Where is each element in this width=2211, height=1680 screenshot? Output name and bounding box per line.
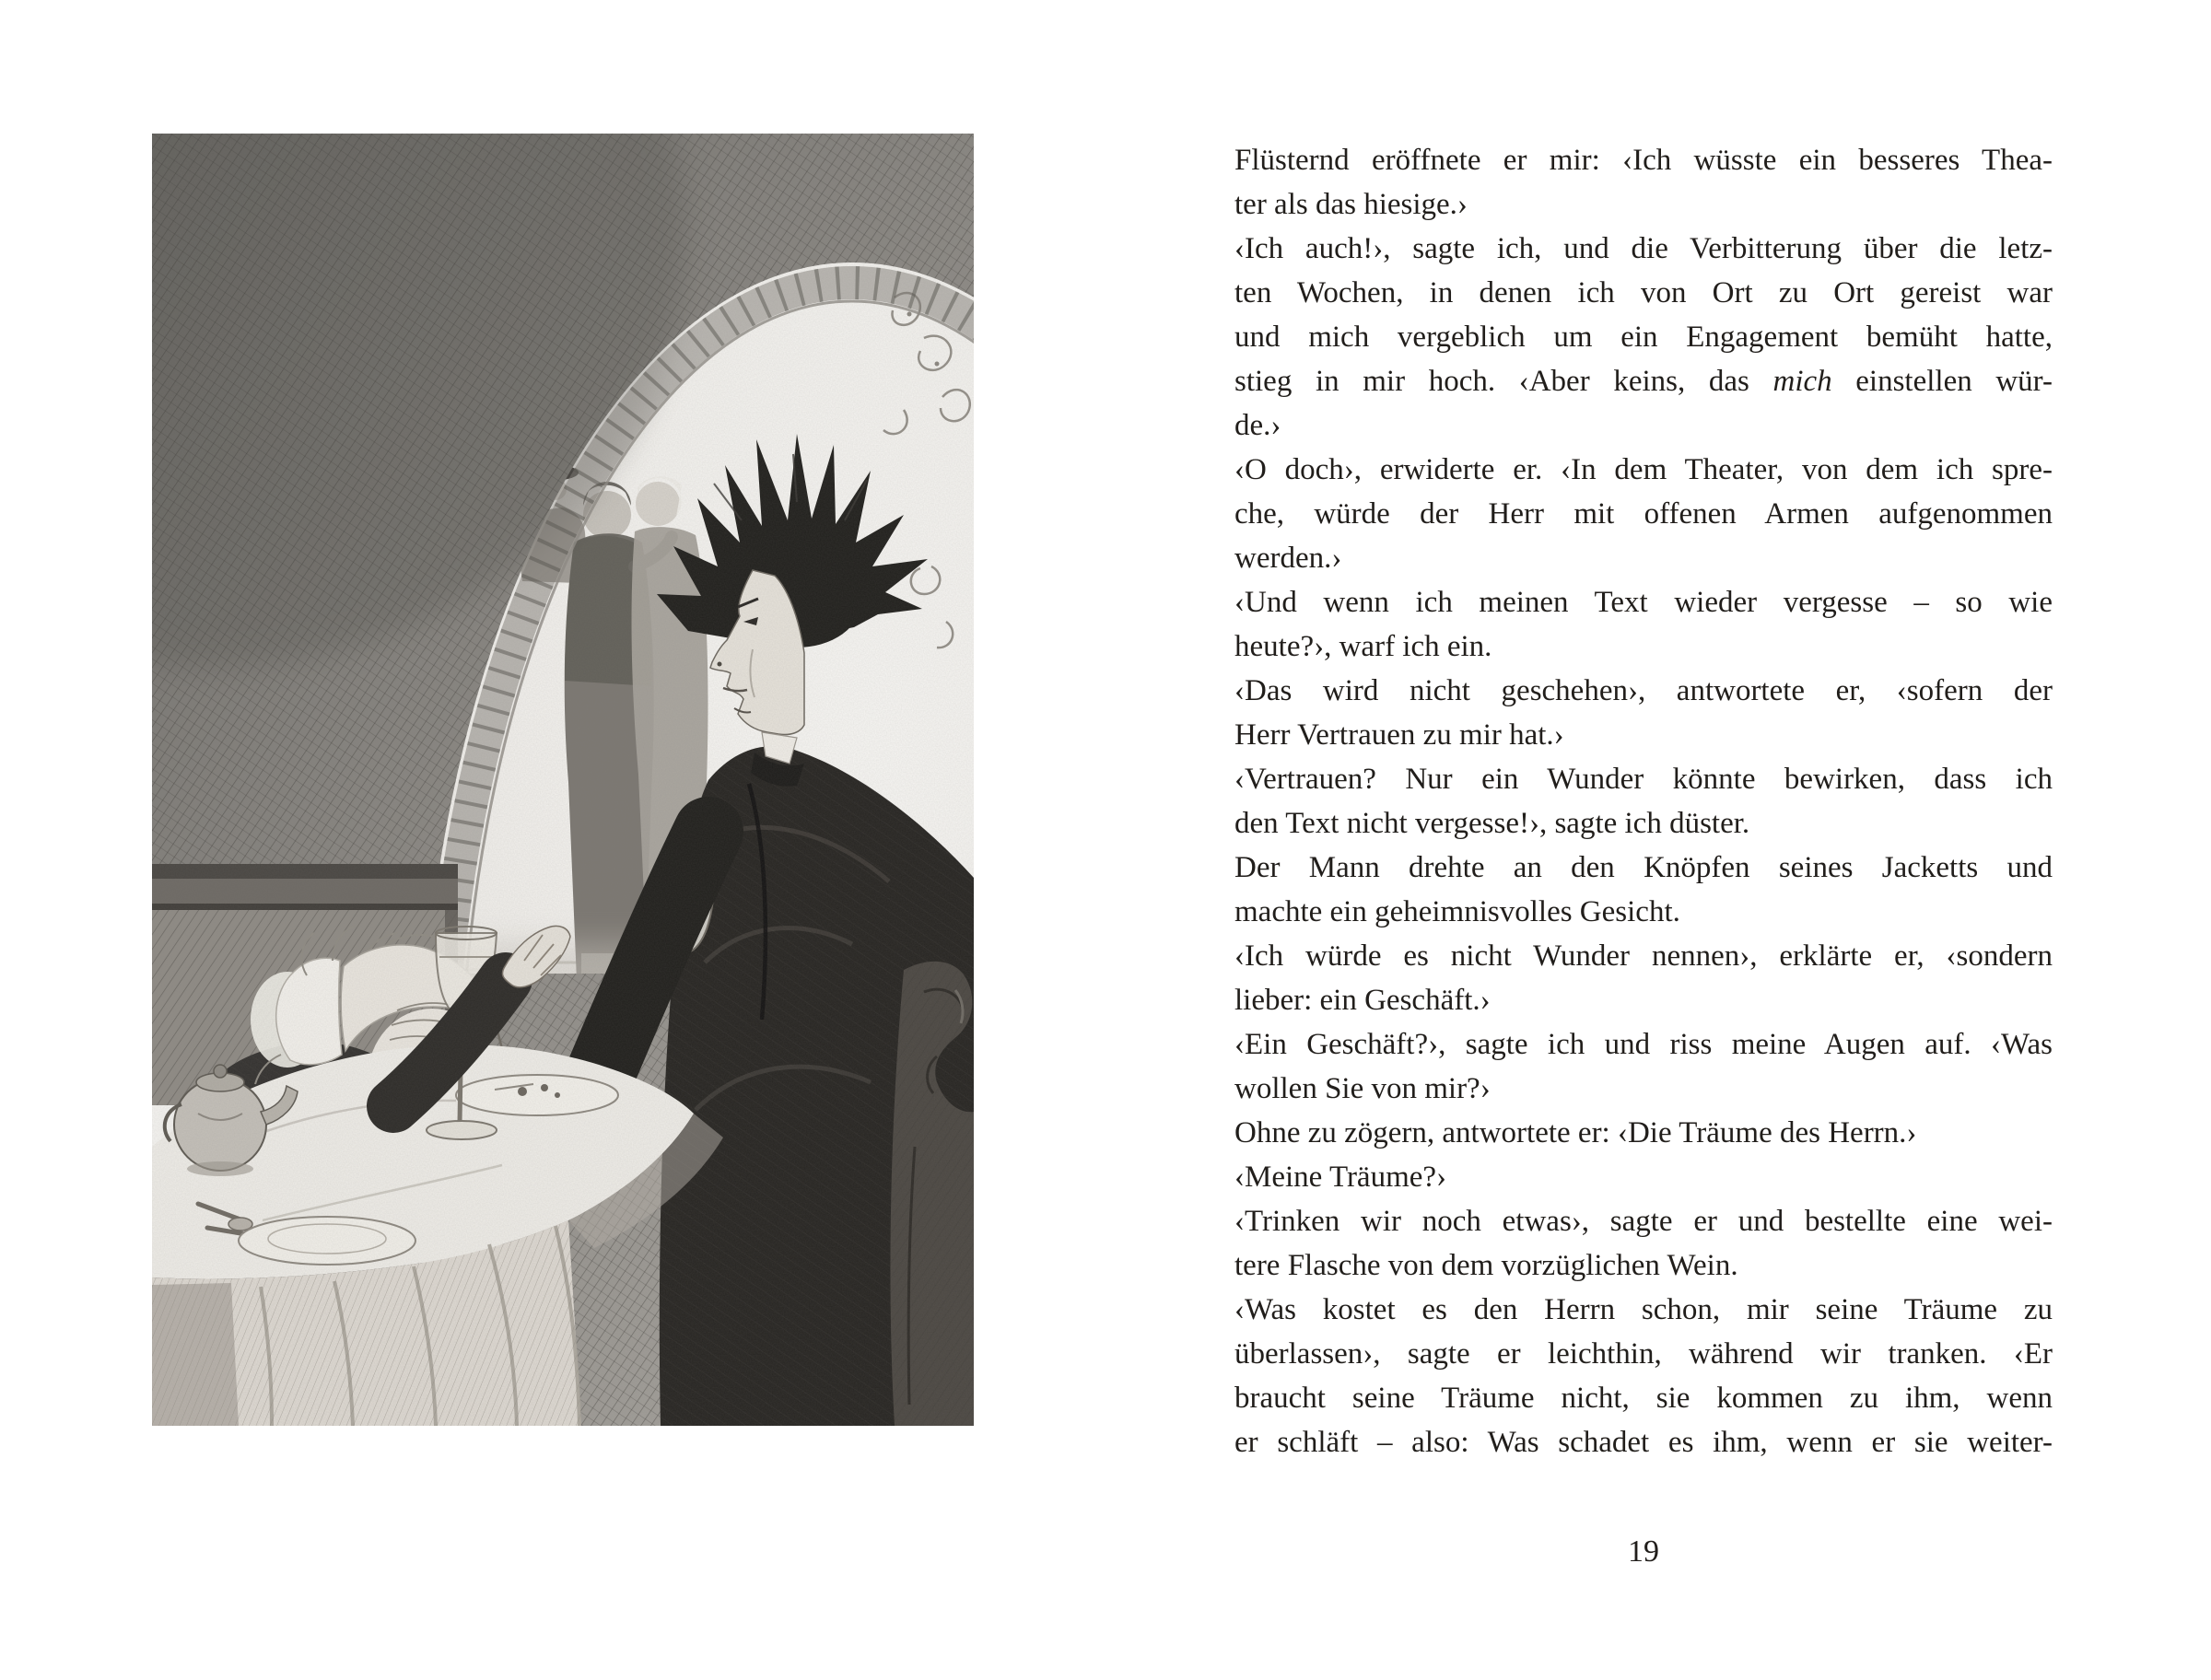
text-line: und mich vergeblich um ein Engagement bemüht hatte,: [1234, 321, 2053, 354]
pencil-drawing-canvas: [152, 134, 974, 1426]
text-line: ter als das hiesige.›: [1234, 188, 1468, 221]
text-line: ‹Und wenn ich meinen Text wieder vergesse – so wie: [1234, 586, 2053, 619]
text-line: che, würde der Herr mit offenen Armen aufgenommen: [1234, 497, 2053, 531]
text-line: ‹Vertrauen? Nur ein Wunder könnte bewirken, dass ich: [1234, 763, 2053, 796]
text-line: Ohne zu zögern, antwortete er: ‹Die Träume des Herrn.›: [1234, 1116, 1917, 1149]
text-line: de.›: [1234, 409, 1281, 442]
text-line: den Text nicht vergesse!›, sagte ich düster.: [1234, 807, 1750, 840]
text-line: ten Wochen, in denen ich von Ort zu Ort gereist war: [1234, 276, 2053, 309]
text-line: ‹Was kostet es den Herrn schon, mir seine Träume zu: [1234, 1293, 2053, 1326]
text-line: Herr Vertrauen zu mir hat.›: [1234, 718, 1564, 752]
text-line: er schläft – also: Was schadet es ihm, wenn er sie weiter-: [1234, 1426, 2053, 1459]
pencil-grain-overlay: [152, 134, 974, 1426]
text-line: braucht seine Träume nicht, sie kommen zu ihm, wenn: [1234, 1382, 2053, 1415]
text-line: Der Mann drehte an den Knöpfen seines Jacketts und: [1234, 851, 2053, 884]
text-line: überlassen›, sagte er leichthin, während wir tranken. ‹Er: [1234, 1337, 2053, 1371]
text-line: ‹Ein Geschäft?›, sagte ich und riss meine Augen auf. ‹Was: [1234, 1028, 2053, 1061]
text-line: tere Flasche von dem vorzüglichen Wein.: [1234, 1249, 1738, 1282]
text-line: ‹Ich würde es nicht Wunder nennen›, erklärte er, ‹sondern: [1234, 939, 2053, 973]
page-number: 19: [1628, 1534, 1659, 1569]
text-line: heute?›, warf ich ein.: [1234, 630, 1492, 663]
text-line: wollen Sie von mir?›: [1234, 1072, 1491, 1105]
text-line: ‹Das wird nicht geschehen›, antwortete er, ‹sofern der: [1234, 674, 2053, 707]
text-line: ‹Meine Träume?›: [1234, 1161, 1447, 1194]
text-line: Flüsternd eröffnete er mir: ‹Ich wüsste ein besseres Thea-: [1234, 144, 2053, 177]
text-column: [1234, 138, 2053, 1464]
text-line: lieber: ein Geschäft.›: [1234, 984, 1491, 1017]
text-line: ‹Trinken wir noch etwas›, sagte er und bestellte eine wei-: [1234, 1205, 2053, 1238]
text-line: werden.›: [1234, 542, 1342, 575]
text-line: ‹O doch›, erwiderte er. ‹In dem Theater, von dem ich spre-: [1234, 453, 2053, 486]
text-line: ‹Ich auch!›, sagte ich, und die Verbitterung über die letz-: [1234, 232, 2053, 265]
book-illustration: [152, 134, 974, 1426]
text-line: stieg in mir hoch. ‹Aber keins, das mich einstellen wür-: [1234, 365, 2053, 398]
text-line: machte ein geheimnisvolles Gesicht.: [1234, 895, 1680, 928]
